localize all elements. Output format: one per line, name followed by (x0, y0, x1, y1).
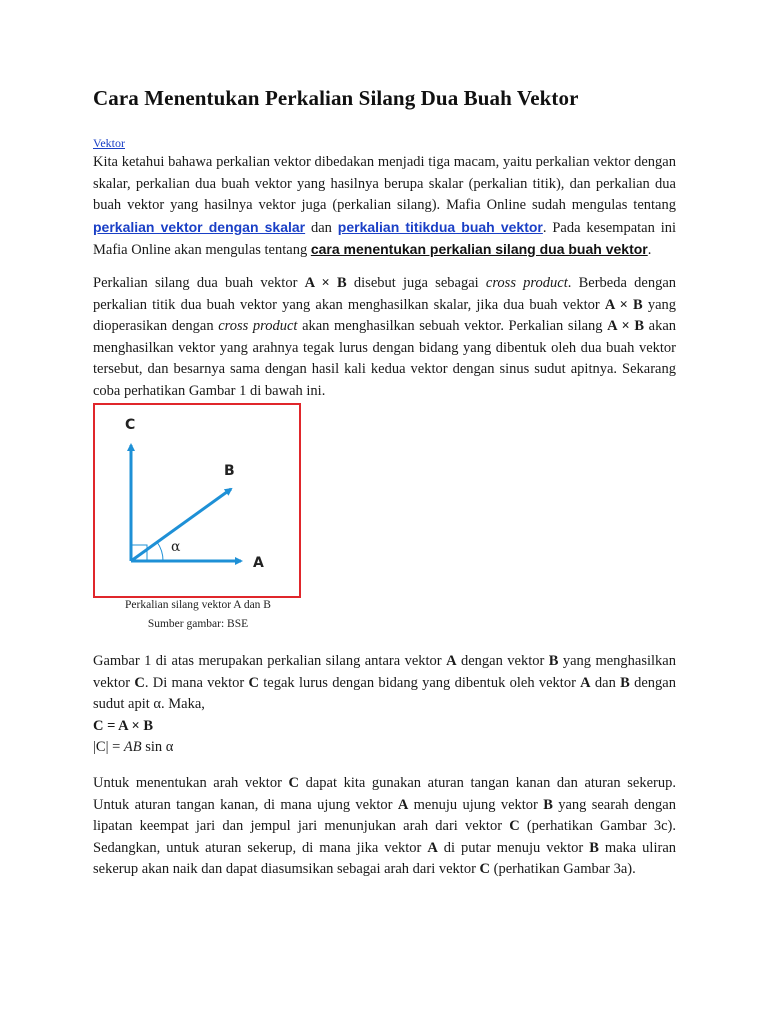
text: dan (590, 674, 621, 691)
text: Kita ketahui bahawa perkalian vektor dibedakan menjadi tiga macam, yaitu perkalian vektor dengan skalar, perkalian dua buah vektor yang hasilnya berupa skalar (perkalian titik), dan perkalian dua buah vektor yang hasilnya vektor juga (perkalian silang). Mafia Online sudah mengulas tentang (93, 154, 676, 213)
label-alpha: α (171, 539, 181, 555)
text: Untuk menentukan arah vektor (93, 775, 289, 791)
angle-alpha-arc (157, 542, 163, 561)
italic-term: cross product (485, 275, 568, 291)
direction-paragraph (93, 773, 676, 881)
label-b: B (224, 463, 235, 479)
italic-term: cross product (218, 318, 298, 334)
text: di putar menuju vektor (437, 839, 590, 856)
text: menuju ujung vektor (408, 796, 544, 813)
link-perkalian-vektor-skalar[interactable]: perkalian vektor dengan skalar (93, 218, 306, 235)
breadcrumb-vektor-link[interactable]: Vektor (93, 136, 125, 150)
text: sin α (141, 739, 174, 755)
text: akan menghasilkan vektor yang arahnya tegak lurus dengan bidang yang dibentuk oleh dua buah vektor tersebut, dan besarnya sama dengan hasil kali kedua vektor dengan sinus sudut apitnya. Sekarang coba perhatikan Gambar 1 di bawah ini. (93, 318, 676, 399)
label-c: C (125, 417, 136, 433)
text: Gambar 1 di atas merupakan perkalian silang antara vektor (93, 653, 447, 669)
label-a: A (253, 555, 264, 571)
bold-term: C (479, 861, 491, 877)
formula-cross-product: C = A × B (93, 717, 154, 734)
text: dengan vektor (456, 653, 549, 669)
bold-term: B (620, 674, 630, 691)
text: yang searah dengan lipatan keempat jari dan jempul jari menunjukan arah dari vektor (93, 796, 676, 834)
text: disebut juga sebagai (346, 275, 486, 291)
text: (perhatikan Gambar 3c). Sedangkan, untuk aturan sekerup, di mana jika vektor (93, 818, 676, 856)
italic-term: AB (123, 739, 142, 755)
page-title: Cara Menentukan Perkalian Silang Dua Buah Vektor (93, 86, 579, 110)
text: Perkalian silang dua buah vektor (93, 275, 305, 291)
text: . Berbeda dengan perkalian titik dua buah vektor yang akan menghasilkan skalar, jika dua buah vektor (93, 275, 677, 313)
text: yang menghasilkan vektor (93, 653, 676, 691)
explanation-paragraph (93, 651, 676, 759)
text: . Pada kesempatan ini Mafia Online akan mengulas tentang (93, 219, 677, 258)
text: dapat kita gunakan aturan tangan kanan dan aturan sekerup. Untuk aturan tangan kanan, di mana ujung vektor (93, 775, 676, 813)
figure-caption: Perkalian silang vektor A dan B (125, 599, 271, 611)
bold-term: A (427, 839, 438, 856)
cross-product-paragraph (93, 273, 676, 402)
text: tegak lurus dengan bidang yang dibentuk oleh vektor (258, 674, 581, 691)
text: akan menghasilkan sebuah vektor. Perkalian silang (297, 318, 608, 334)
text: . Di mana vektor (144, 674, 249, 691)
bold-term: A (397, 796, 409, 813)
bold-term: A × B (607, 318, 645, 334)
bold-term: C (288, 775, 299, 791)
bold-term: A (580, 674, 591, 691)
text: dan (305, 219, 338, 236)
bold-term: B (543, 796, 553, 813)
bold-term: C (509, 818, 520, 834)
text: yang dioperasikan dengan (93, 296, 677, 334)
formula-magnitude (93, 739, 173, 755)
text: . (647, 242, 652, 258)
link-perkalian-titik[interactable]: perkalian titikdua buah vektor (337, 218, 543, 235)
text: maka uliran sekerup akan naik dan dapat diasumsikan sebagai arah dari vektor (93, 839, 677, 877)
text: (perhatikan Gambar 3a). (490, 861, 636, 877)
bold-term: B (589, 839, 599, 856)
intro-paragraph (93, 152, 676, 262)
bold-term: A × B (304, 275, 347, 291)
bold-term: A (446, 653, 457, 669)
text: dengan sudut apit α. Maka, (93, 674, 676, 712)
bold-term: C (134, 674, 145, 691)
bold-term: B (548, 653, 559, 669)
figure-source: Sumber gambar: BSE (147, 618, 249, 630)
text: |C| = (93, 739, 124, 755)
bold-term: C (248, 674, 259, 691)
bold-term: A × B (604, 296, 643, 313)
link-perkalian-silang[interactable]: cara menentukan perkalian silang dua buah vektor (310, 241, 648, 257)
vector-b-arrow (131, 489, 231, 561)
vector-figure (93, 403, 301, 598)
vector-diagram (95, 405, 299, 596)
